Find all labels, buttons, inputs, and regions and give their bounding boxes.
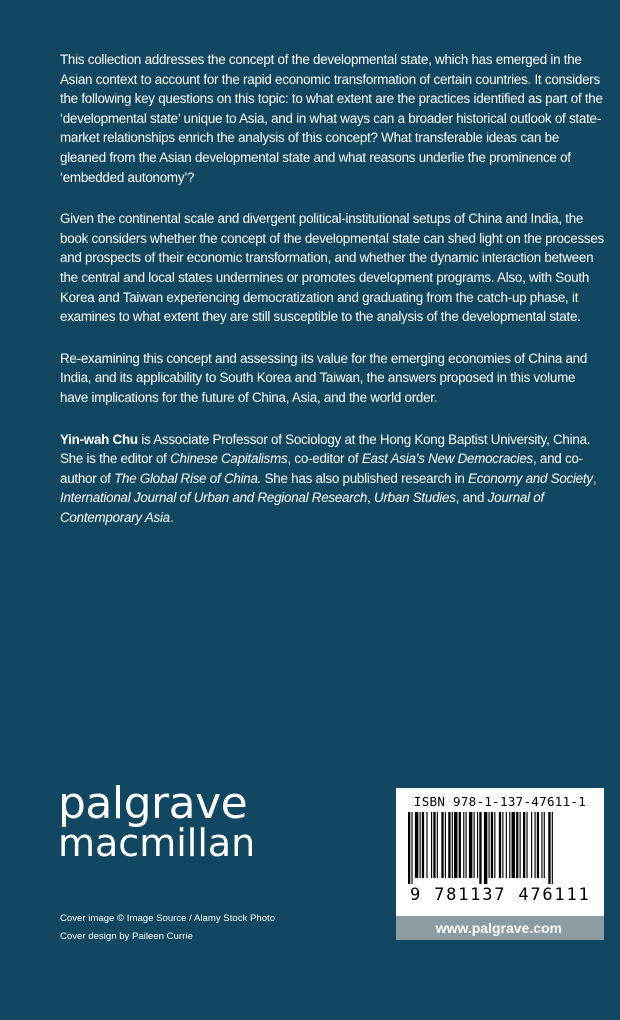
author-bio [60,430,605,528]
barcode-bar [509,812,510,878]
barcode-bar [479,812,481,884]
barcode-bar [431,812,432,878]
barcode-bar [448,812,450,878]
book-title: Chinese Capitalisms [170,451,288,467]
journal-title: International Journal of Urban and Regional Research [60,490,368,506]
barcode-bar [484,812,487,884]
barcode-bar [502,812,503,878]
publisher-logo-line-1: palgrave [58,778,248,829]
publisher-website: www.palgrave.com [396,916,604,940]
cover-image-credit: Cover image © Image Source / Alamy Stock Photo [60,913,276,924]
blurb-paragraph-3: Re-examining this concept and assessing its value for the emerging economies of China and India, and its applicability to South Korea and Taiwan, the answers proposed in this volume have implications for the future of China, Asia, and the world order. [60,350,588,405]
barcode-bar [459,812,461,878]
barcode-bar [537,812,539,878]
bio-text: is Associate Professor of Sociology at the Hong Kong Baptist University, China. She is the editor of [60,431,591,467]
book-title: East Asia’s New Democracies [361,451,533,467]
bio-text: , [367,490,375,506]
barcode-bar [422,812,424,878]
author-name: Yin-wah Chu [60,431,138,447]
barcode-image [408,812,592,884]
barcode-bar [469,812,472,878]
isbn-barcode-box [396,788,604,916]
bio-text: , and co-author of [60,451,583,486]
barcode-bar [420,812,421,878]
back-cover-blurb [60,50,605,549]
barcode-bar [445,812,446,878]
bio-text: , and [455,490,488,506]
publisher-logo-line-2: macmillan [58,821,256,865]
barcode-bar [535,812,536,878]
journal-title: Urban Studies [374,490,456,506]
barcode-bar [548,812,550,884]
barcode-digits: 9 781137 476111 [410,885,591,905]
barcode-bar [426,812,427,878]
barcode-bar [516,812,518,878]
barcode-bar [474,812,475,878]
isbn-label: ISBN 978-1-137-47611-1 [413,794,587,809]
barcode-bar [520,812,521,878]
barcode-bar [552,812,553,884]
blurb-paragraph-1: This collection addresses the concept of the developmental state, which has emerged in the Asian context to account for the rapid economic transformation of certain countries. It considers the following key questions on this topic: to what extent are the practices identified as part of the ‘developmental state’ unique to Asia, and in what ways can a broader historical outlook of state-market relationships enrich the analysis of this concept? What transferable ideas can be gleaned from the Asian developmental state and what reasons underlie the prominence of ‘embedded autonomy’? [60,52,603,185]
barcode-bar [433,812,435,878]
barcode-bar [452,812,453,878]
barcode-bar [526,812,527,878]
barcode-bar [441,812,443,878]
barcode-bar [466,812,467,878]
publisher-logo [58,778,256,865]
barcode-bar [415,812,418,878]
cover-credits [60,910,275,946]
barcode-bar [494,812,495,878]
barcode-bar [491,812,493,878]
blurb-paragraph-2: Given the continental scale and divergent political-institutional setups of China and India, the book considers whether the concept of the developmental state can shed light on the processes and prospects of their economic transformation, and whether the dynamic interaction between the central and local states undermines or promotes development programs. Also, with South Korea and Taiwan experiencing democratization and graduating from the catch-up phase, it examines to what extent they are still susceptible to the analysis of the developmental state. [60,211,604,325]
barcode-bar [544,812,545,878]
bio-text: , [592,470,597,486]
barcode-bar [437,812,438,878]
barcode-bar [408,812,410,884]
barcode-bar [506,812,507,878]
journal-title: Economy and Society [468,470,593,486]
barcode-bar [499,812,501,878]
bio-text: , co-editor of [287,451,362,467]
barcode-bar [463,812,464,878]
barcode-bar [454,812,457,878]
bio-text: She has also published research in [261,470,469,486]
journal-title: Journal of Contemporary Asia [60,490,544,525]
bio-text: . [169,509,174,525]
barcode-bar [411,812,412,884]
barcode-bar [489,812,490,878]
book-title: The Global Rise of China. [114,470,262,486]
barcode-bar [512,812,515,878]
barcode-bar [541,812,542,878]
barcode-bar [477,812,478,878]
barcode-bar [523,812,525,878]
barcode-bar [531,812,532,878]
cover-design-credit: Cover design by Paileen Currie [60,931,193,942]
